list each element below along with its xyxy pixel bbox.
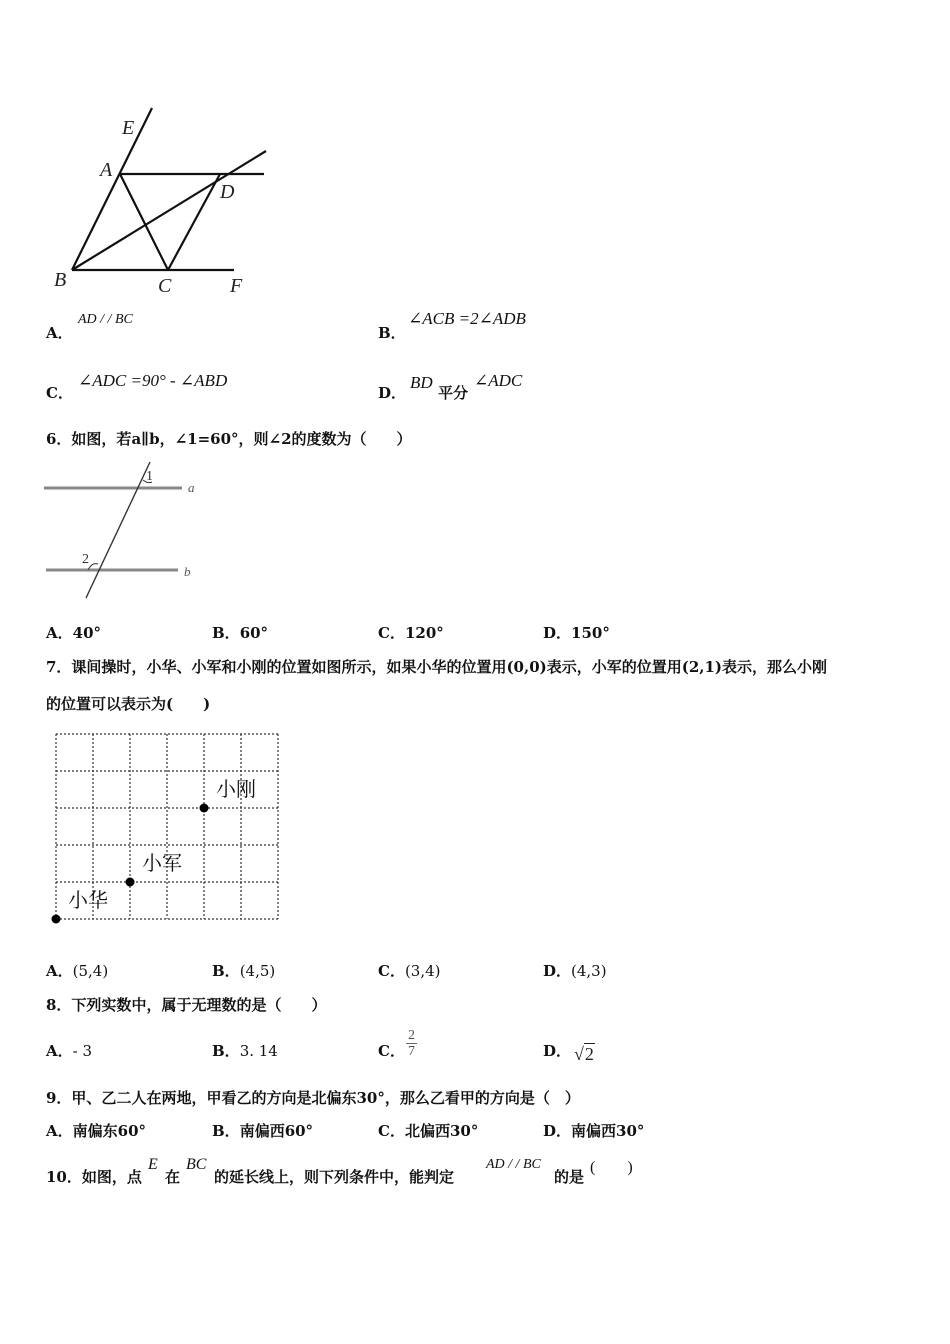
angle1-label: 1 <box>146 469 153 484</box>
q7-option-b[interactable] <box>212 960 275 981</box>
person-label: 小刚 <box>216 777 256 801</box>
q8-option-d[interactable] <box>543 1040 571 1061</box>
q8-text: 8．下列实数中，属于无理数的是（ ） <box>46 996 327 1014</box>
option-label: D． <box>543 624 572 642</box>
q5-option-b-expr: ∠ACB =2∠ADB <box>408 309 526 328</box>
option-value: 60° <box>239 624 269 642</box>
option-label: D． <box>543 1042 572 1060</box>
transversal-line <box>86 462 150 598</box>
person-label: 小军 <box>142 851 182 875</box>
option-value: 150° <box>571 624 610 642</box>
label-b: B <box>54 269 67 291</box>
q9-option-d[interactable] <box>543 1120 644 1141</box>
q10-answer-paren: ( ) <box>590 1159 633 1176</box>
q7-option-a[interactable] <box>46 960 108 981</box>
option-value: 南偏西60° <box>239 1122 314 1140</box>
line-cd <box>168 174 220 270</box>
q7-option-c[interactable] <box>378 960 441 981</box>
option-value: 120° <box>404 624 444 642</box>
option-value: (4,3) <box>571 962 607 980</box>
q10-ad-parallel-bc: AD / / BC <box>486 1157 541 1172</box>
fraction-numerator: 2 <box>408 1028 415 1043</box>
q5-option-c[interactable] <box>46 382 73 403</box>
line-b-label: b <box>184 564 191 579</box>
label-a: A <box>100 159 113 181</box>
q8-option-c[interactable] <box>378 1040 405 1061</box>
sqrt-2 <box>574 1044 595 1065</box>
angle2-label: 2 <box>82 552 89 567</box>
q5-option-c-expr: ∠ADC =90° - ∠ABD <box>78 371 228 390</box>
q5-option-d-pre: BD <box>410 373 433 392</box>
option-label: A． <box>46 624 73 642</box>
option-label: C． <box>378 624 405 642</box>
q10-part3: 的延长线上，则下列条件中，能判定 <box>214 1168 455 1186</box>
option-label: D． <box>543 1122 572 1140</box>
q6-option-a[interactable] <box>46 622 101 643</box>
q8-option-b[interactable] <box>212 1040 278 1061</box>
line-a-label: a <box>188 480 195 495</box>
option-value: (4,5) <box>239 962 276 980</box>
fraction-2-7 <box>406 1028 417 1059</box>
option-value: (3,4) <box>404 962 441 980</box>
option-label: A． <box>46 962 73 980</box>
option-label: B． <box>212 624 240 642</box>
q9-option-b[interactable] <box>212 1120 313 1141</box>
q5-option-d[interactable] <box>378 382 406 403</box>
person-dot <box>126 878 135 887</box>
q7-option-d[interactable] <box>543 960 607 981</box>
q5-option-b[interactable] <box>378 322 406 343</box>
option-value: 北偏西30° <box>404 1122 479 1140</box>
option-value: 3. 14 <box>239 1042 278 1060</box>
option-label: B． <box>212 962 240 980</box>
q8-option-a[interactable] <box>46 1040 92 1061</box>
position-grid <box>48 726 288 928</box>
option-value: (5,4) <box>72 962 109 980</box>
q9-option-a[interactable] <box>46 1120 146 1141</box>
fraction-denominator: 7 <box>408 1044 415 1059</box>
person-dot <box>52 915 61 924</box>
option-label: A． <box>46 1042 73 1060</box>
q10-segment-bc: BC <box>186 1156 207 1173</box>
person-label: 小华 <box>68 888 108 912</box>
option-value: 40° <box>72 624 102 642</box>
option-label: D． <box>378 384 407 402</box>
q10-part2: 在 <box>165 1168 181 1186</box>
option-label: B． <box>378 324 406 342</box>
person-dot <box>200 804 209 813</box>
label-f: F <box>230 275 243 297</box>
label-d: D <box>220 181 235 203</box>
q5-option-d-post: ∠ADC <box>474 371 523 390</box>
q10-part1: 10．如图，点 <box>46 1168 142 1186</box>
option-label: A． <box>46 1122 73 1140</box>
q6-option-c[interactable] <box>378 622 444 643</box>
q6-option-b[interactable] <box>212 622 268 643</box>
label-e: E <box>122 117 135 139</box>
option-label: B． <box>212 1122 240 1140</box>
q7-text-line1: 7．课间操时，小华、小军和小刚的位置如图所示，如果小华的位置用(0,0)表示，小军的位置用(2,1)表示，那么小刚 <box>46 658 828 676</box>
q10-part4: 的是 <box>554 1168 585 1186</box>
q5-option-a-expr: AD / / BC <box>78 312 133 327</box>
option-value: - 3 <box>72 1042 93 1060</box>
option-label: A． <box>46 324 73 342</box>
label-c: C <box>158 275 172 297</box>
q9-text: 9．甲、乙二人在两地，甲看乙的方向是北偏东30°，那么乙看甲的方向是（ ） <box>46 1089 580 1107</box>
q9-option-c[interactable] <box>378 1120 478 1141</box>
option-label: B． <box>212 1042 240 1060</box>
geometry-figure-adbc <box>40 100 280 300</box>
q5-option-a[interactable] <box>46 322 73 343</box>
option-label: C． <box>46 384 73 402</box>
option-value: 南偏西30° <box>571 1122 645 1140</box>
radical-sign: √ <box>574 1044 584 1064</box>
parallel-lines-figure <box>40 458 210 603</box>
q10-point-e: E <box>148 1156 158 1173</box>
radicand: 2 <box>584 1044 594 1064</box>
option-label: C． <box>378 1122 405 1140</box>
option-label: C． <box>378 1042 405 1060</box>
q6-option-d[interactable] <box>543 622 610 643</box>
option-value: 南偏东60° <box>72 1122 147 1140</box>
q7-text-line2: 的位置可以表示为( ) <box>46 695 211 713</box>
option-label: C． <box>378 962 405 980</box>
q5-option-d-word: 平分 <box>438 384 469 402</box>
q6-text: 6．如图，若a∥b，∠1=60°，则∠2的度数为（ ） <box>46 430 412 448</box>
line-ac <box>120 174 168 270</box>
option-label: D． <box>543 962 572 980</box>
